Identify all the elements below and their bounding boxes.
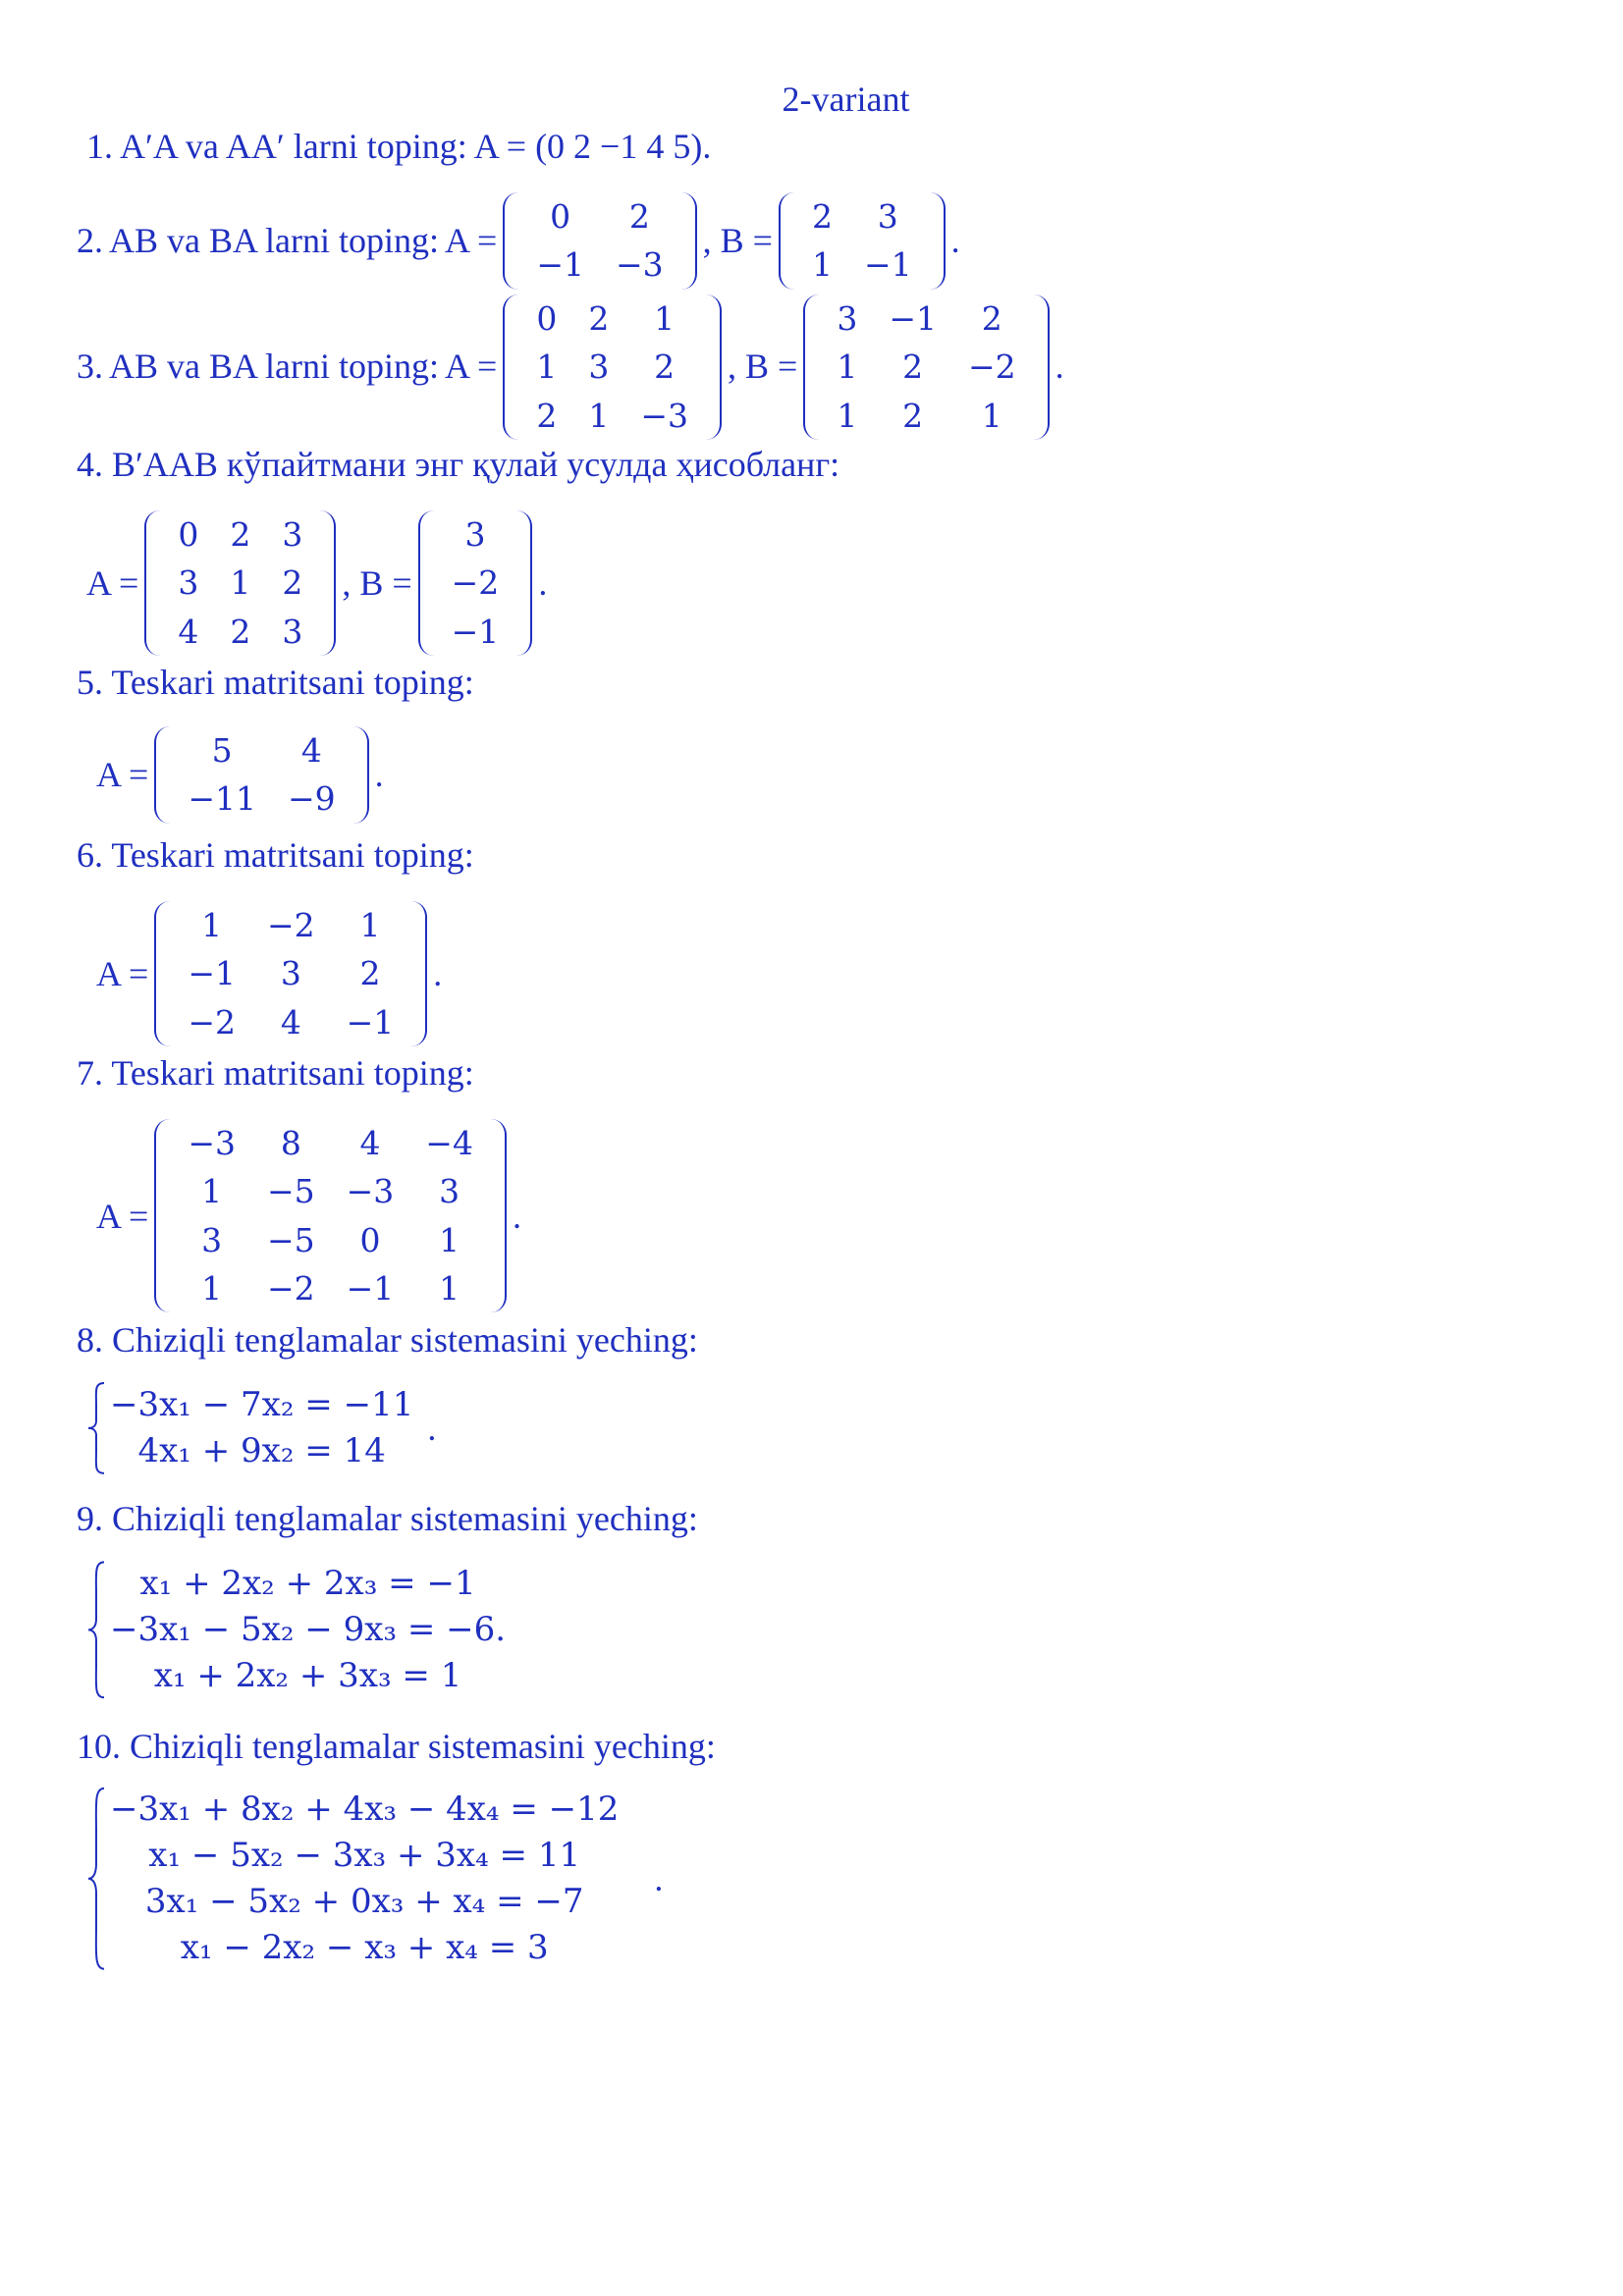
problem-1 xyxy=(86,126,711,168)
matrix-left-paren xyxy=(503,192,520,290)
matrix-cell: 1 xyxy=(359,906,381,944)
system-equation: 4x₁ + 9x₂ = 14 xyxy=(137,1430,386,1470)
problem-3-a-label: A = xyxy=(445,347,498,387)
problem-6-a-label: A = xyxy=(96,953,149,993)
matrix-cell: −1 xyxy=(451,612,500,651)
matrix-cell: 4 xyxy=(300,731,322,770)
matrix-cell: 4 xyxy=(359,1124,381,1162)
matrix-cell: 3 xyxy=(282,515,303,554)
matrix-cell: 1 xyxy=(439,1220,460,1259)
matrix-cell: 1 xyxy=(201,906,223,944)
system-brace xyxy=(86,1787,106,1971)
matrix-right-paren xyxy=(409,901,427,1046)
problem-4-period: . xyxy=(538,562,548,603)
matrix-cell: 1 xyxy=(981,396,1002,435)
problem-4-heading: 4. B′AAB кўпайтмани энг қулай усулда ҳисобланг: xyxy=(77,445,840,484)
problem-10-dot: . xyxy=(654,1858,664,1898)
matrix-cell: 3 xyxy=(464,515,486,554)
matrix-cell: 2 xyxy=(282,563,303,603)
system-equation: −3x₁ − 7x₂ = −11 xyxy=(110,1385,414,1424)
matrix-cell: −3 xyxy=(188,1124,236,1162)
system-equation: x₁ − 5x₂ − 3x₃ + 3x₄ = 11 xyxy=(148,1835,581,1875)
problem-3-matrix-b xyxy=(803,294,1049,440)
problem-2-a-label: A = xyxy=(445,220,498,260)
problem-2-text: AB va BA larni toping: xyxy=(109,220,439,260)
problem-4-a-label: A = xyxy=(86,562,139,603)
problem-7-matrix-a xyxy=(154,1119,507,1312)
matrix-left-paren xyxy=(503,294,520,440)
problem-8-dot: . xyxy=(427,1408,437,1448)
matrix-cell: −5 xyxy=(266,1220,315,1259)
matrix-cell: −9 xyxy=(287,779,336,819)
system-equation: x₁ + 2x₂ + 3x₃ = 1 xyxy=(153,1655,462,1695)
matrix-right-paren xyxy=(318,510,336,656)
problem-6-matrix-line xyxy=(96,901,442,1046)
matrix-cell: −2 xyxy=(188,1002,236,1041)
problem-3 xyxy=(77,294,1064,440)
matrix-cell: 3 xyxy=(280,954,301,993)
problem-4-b-label: , B = xyxy=(342,562,412,603)
matrix-left-paren xyxy=(803,294,821,440)
system-brace xyxy=(86,1382,106,1474)
problem-3-period: . xyxy=(1055,347,1064,387)
problem-9-system xyxy=(86,1561,506,1699)
matrix-cell: 8 xyxy=(280,1124,301,1162)
problem-5-heading: 5. Teskari matritsani toping: xyxy=(77,663,474,702)
matrix-left-paren xyxy=(418,510,436,656)
problem-2-matrix-b xyxy=(779,192,946,290)
matrix-right-paren xyxy=(704,294,722,440)
problem-4-matrix-b xyxy=(418,510,533,656)
problem-5-matrix-line xyxy=(96,726,384,824)
matrix-cell: 1 xyxy=(837,347,858,387)
matrix-right-paren xyxy=(928,192,946,290)
matrix-cell: 3 xyxy=(837,299,858,338)
problem-4-matrix-a xyxy=(144,510,336,656)
matrix-cell: 2 xyxy=(359,954,381,993)
matrix-left-paren xyxy=(154,726,172,824)
matrix-cell: 1 xyxy=(230,563,251,603)
problem-10-system xyxy=(86,1787,663,1980)
matrix-cell: 3 xyxy=(877,197,898,236)
matrix-right-paren xyxy=(352,726,369,824)
system-equation: −3x₁ − 5x₂ − 9x₃ = −6. xyxy=(110,1609,507,1649)
problem-5-period: . xyxy=(374,755,384,795)
matrix-left-paren xyxy=(144,510,162,656)
problem-9-heading: 9. Chiziqli tenglamalar sistemasini yeching: xyxy=(77,1499,698,1538)
problem-7-a-label: A = xyxy=(96,1196,149,1236)
matrix-right-paren xyxy=(1032,294,1050,440)
matrix-cell: 0 xyxy=(178,515,199,554)
system-equation: x₁ − 2x₂ − x₃ + x₄ = 3 xyxy=(180,1927,549,1967)
problem-5-matrix-a xyxy=(154,726,368,824)
matrix-cell: 2 xyxy=(902,396,924,435)
matrix-cell: 3 xyxy=(439,1172,460,1211)
matrix-cell: 2 xyxy=(902,347,924,387)
matrix-cell: 1 xyxy=(588,396,610,435)
system-equation: x₁ + 2x₂ + 2x₃ = −1 xyxy=(139,1564,476,1603)
matrix-cell: 2 xyxy=(230,515,251,554)
problem-2-lead: 2. xyxy=(77,220,103,260)
matrix-cell: −2 xyxy=(266,906,315,944)
problem-7-matrix-line xyxy=(96,1119,521,1312)
matrix-cell: 4 xyxy=(280,1002,301,1041)
matrix-cell: 3 xyxy=(178,563,199,603)
matrix-cell: −1 xyxy=(863,245,912,285)
problem-2 xyxy=(77,192,960,290)
matrix-cell: −3 xyxy=(346,1172,395,1211)
matrix-cell: −3 xyxy=(640,396,688,435)
problem-2-b-label: , B = xyxy=(702,220,773,260)
problem-7-period: . xyxy=(512,1196,521,1236)
problem-1-text: 1. A′A va AA′ larni toping: A = (0 2 −1 4 5). xyxy=(86,127,712,166)
matrix-cell: 3 xyxy=(201,1220,223,1259)
matrix-cell: 2 xyxy=(588,299,610,338)
problem-6-period: . xyxy=(433,953,443,993)
page-title: 2-variant xyxy=(782,80,910,119)
problem-6-matrix-a xyxy=(154,901,427,1046)
matrix-cell: 0 xyxy=(359,1220,381,1259)
matrix-cell: −1 xyxy=(889,299,937,338)
matrix-cell: 1 xyxy=(837,396,858,435)
system-equation: −3x₁ + 8x₂ + 4x₃ − 4x₄ = −12 xyxy=(110,1789,620,1829)
problem-8-heading: 8. Chiziqli tenglamalar sistemasini yeching: xyxy=(77,1320,698,1360)
matrix-left-paren xyxy=(154,1119,172,1312)
matrix-cell: −2 xyxy=(451,563,500,603)
matrix-cell: 1 xyxy=(201,1172,223,1211)
problem-9-equations xyxy=(86,1561,506,1699)
matrix-cell: 2 xyxy=(536,396,558,435)
problem-10-heading: 10. Chiziqli tenglamalar sistemasini yeching: xyxy=(77,1727,716,1766)
matrix-cell: 1 xyxy=(439,1268,460,1308)
matrix-cell: −3 xyxy=(615,245,664,285)
matrix-cell: 1 xyxy=(201,1268,223,1308)
matrix-right-paren xyxy=(489,1119,507,1312)
matrix-cell: 3 xyxy=(588,347,610,387)
problem-3-text: AB va BA larni toping: xyxy=(109,347,439,387)
matrix-cell: 5 xyxy=(211,731,233,770)
problem-2-period: . xyxy=(950,220,960,260)
problem-10-equations xyxy=(86,1787,619,1971)
matrix-cell: −4 xyxy=(425,1124,473,1162)
matrix-cell: −5 xyxy=(266,1172,315,1211)
matrix-cell: −1 xyxy=(346,1268,395,1308)
matrix-right-paren xyxy=(679,192,697,290)
matrix-cell: 3 xyxy=(282,612,303,651)
matrix-cell: 2 xyxy=(230,612,251,651)
problem-3-matrix-a xyxy=(503,294,722,440)
matrix-cell: −2 xyxy=(266,1268,315,1308)
matrix-cell: −11 xyxy=(188,779,256,819)
problem-3-b-label: , B = xyxy=(727,347,798,387)
matrix-cell: −1 xyxy=(346,1002,395,1041)
matrix-cell: 0 xyxy=(536,299,558,338)
matrix-cell: 1 xyxy=(811,245,833,285)
matrix-cell: 2 xyxy=(628,197,650,236)
matrix-cell: −1 xyxy=(536,245,584,285)
problem-7-heading: 7. Teskari matritsani toping: xyxy=(77,1053,474,1093)
matrix-cell: 2 xyxy=(811,197,833,236)
matrix-cell: 4 xyxy=(178,612,199,651)
matrix-cell: 1 xyxy=(536,347,558,387)
matrix-cell: 2 xyxy=(654,347,676,387)
matrix-cell: −2 xyxy=(967,347,1016,387)
system-brace xyxy=(86,1561,106,1699)
matrix-right-paren xyxy=(514,510,532,656)
matrix-left-paren xyxy=(779,192,796,290)
system-equation: 3x₁ − 5x₂ + 0x₃ + x₄ = −7 xyxy=(144,1881,584,1921)
problem-6-heading: 6. Teskari matritsani toping: xyxy=(77,835,474,875)
matrix-left-paren xyxy=(154,901,172,1046)
matrix-cell: 1 xyxy=(654,299,676,338)
matrix-cell: 0 xyxy=(550,197,571,236)
problem-4-matrices xyxy=(86,510,547,656)
problem-2-matrix-a xyxy=(503,192,696,290)
matrix-cell: −1 xyxy=(188,954,236,993)
problem-3-lead: 3. xyxy=(77,347,103,387)
matrix-cell: 2 xyxy=(981,299,1002,338)
problem-8-equations xyxy=(86,1382,413,1474)
problem-5-a-label: A = xyxy=(96,755,149,795)
problem-8-system xyxy=(86,1382,436,1483)
